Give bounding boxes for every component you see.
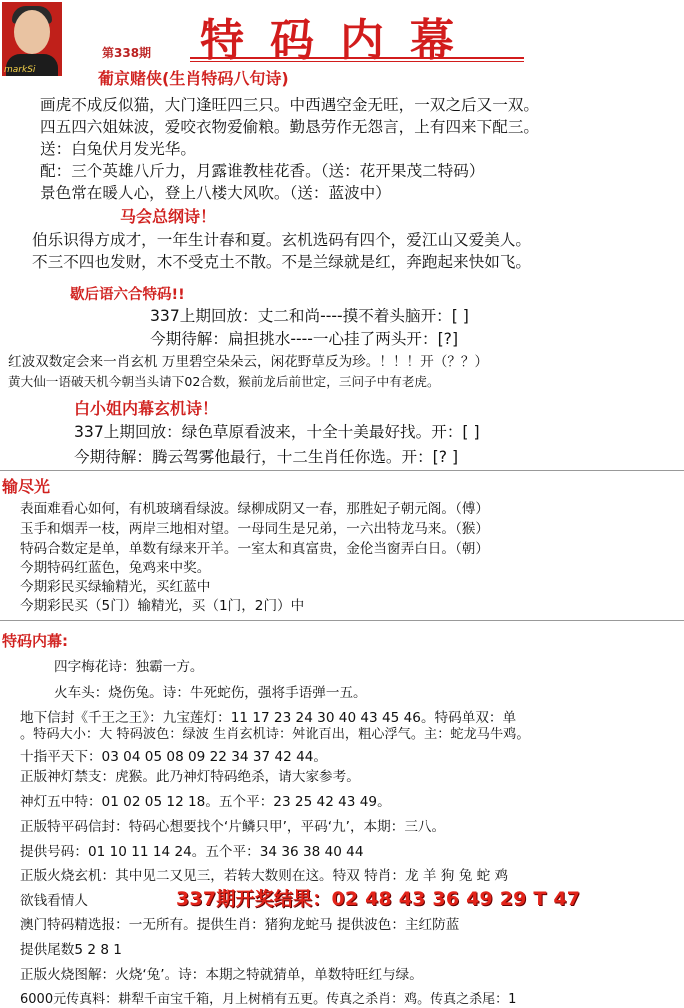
riddle-line: 今期待解：扁担挑水----一心挂了两头开：[?]	[150, 330, 459, 348]
page-title: 特码内幕	[200, 15, 480, 66]
section-heading-macau-gambler: 葡京赌侠(生肖特码八句诗)	[98, 69, 289, 88]
poem-line: 不三不四也发财，木不受克土不散。不是兰绿就是红，奔跑起来快如飞。	[32, 253, 532, 271]
tip-line: 表面难看心如何，有机玻璃看绿波。绿柳成阴又一春，那胜妃子朝元阁。（傅）	[20, 501, 489, 517]
section-heading-xiehouyu: 歇后语六合特码!!	[70, 287, 185, 303]
info-line: 神灯五中特：01 02 05 12 18。五个平：23 25 42 43 49。	[20, 794, 391, 810]
section-heading-lose-all: 输尽光	[2, 477, 51, 496]
info-line: 正版特平码信封：特码心想要找个‘片鳞只甲’，平码‘九’，本期：三八。	[20, 819, 446, 835]
title-underline	[190, 57, 524, 59]
avatar-face	[14, 10, 50, 54]
divider	[0, 620, 684, 621]
issue-number: 第338期	[102, 46, 152, 60]
divider	[0, 470, 684, 471]
section-heading-inside: 特码内幕:	[2, 632, 68, 650]
info-line: 十指平天下：03 04 05 08 09 22 34 37 42 44。	[20, 749, 328, 765]
info-line: 。特码大小：大 特码波色：绿波 生肖玄机诗：舛讹百出，粗心浮气。主：蛇龙马牛鸡。	[20, 727, 530, 742]
info-line: 提供号码：01 10 11 14 24。五个平：34 36 38 40 44	[20, 844, 364, 860]
info-line: 6000元传真料：耕犁千亩宝千箱，月上树梢有五更。传真之杀肖：鸡。传真之杀尾：1	[20, 992, 517, 1007]
tip-line: 今期特码红蓝色，兔鸡来中奖。	[20, 560, 211, 576]
info-line: 正版神灯禁支：虎猴。此乃神灯特码绝杀，请大家参考。	[20, 769, 360, 785]
poem-line: 配：三个英雄八斤力，月露谁教桂花香。（送：花开果茂二特码）	[40, 162, 485, 180]
tip-line: 今期彩民买绿输精光，买红蓝中	[20, 579, 211, 595]
info-line: 火车头：烧伤兔。诗：牛死蛇伤，强将手语弹一五。	[54, 685, 367, 701]
section-heading-horse-club: 马会总纲诗！	[120, 207, 217, 226]
poem-line: 伯乐识得方成才，一年生计春和夏。玄机选码有四个，爱江山又爱美人。	[32, 231, 532, 249]
info-line: 提供尾数5 2 8 1	[20, 942, 122, 958]
tip-line: 特码合数定是单，单数有绿来开羊。一室太和真富贵，金伦当窗弄白日。（朝）	[20, 541, 489, 557]
riddle-line: 今期待解：腾云驾雾他最行，十二生肖任你选。开：[? ]	[74, 448, 459, 466]
riddle-line: 红波双数定会来一肖玄机 万里碧空朵朵云，闲花野草反为珍。！！！开（？？）	[8, 354, 489, 370]
tip-line: 今期彩民买（5门）输精光，买（1门，2门）中	[20, 598, 305, 614]
riddle-line: 黄大仙一语破天机今朝当头请下02合数，猴前龙后前世定，三问子中有老虎。	[8, 374, 440, 389]
info-line: 正版火烧玄机：其中见二又见三，若转大数则在这。特双 特肖：龙 羊 狗 兔 蛇 鸡	[20, 868, 509, 884]
info-line: 澳门特码精选报：一无所有。提供生肖：猪狗龙蛇马 提供波色：主红防蓝	[20, 917, 460, 933]
poem-line: 送：白兔伏月发光华。	[40, 140, 196, 158]
riddle-line: 337上期回放：丈二和尚----摸不着头脑开：[ ]	[150, 307, 469, 325]
tip-line: 玉手和烟弄一枝，两岸三地相对望。一母同生是兄弟，一六出特龙马来。（猴）	[20, 521, 489, 537]
poem-line: 景色常在暖人心，登上八楼大风吹。（送：蓝波中）	[40, 184, 391, 202]
poem-line: 四五四六姐妹波，爱咬衣物爱偷粮。勤恳劳作无怨言，上有四来下配三。	[40, 118, 540, 136]
section-heading-miss-bai: 白小姐内幕玄机诗！	[74, 399, 219, 418]
avatar	[2, 2, 62, 76]
poem-line: 画虎不成反似猫，大门逢旺四三只。中西遇空金无旺，一双之后又一双。	[40, 96, 540, 114]
avatar-watermark: markSi	[4, 65, 36, 75]
info-line: 四字梅花诗：独霸一方。	[54, 659, 204, 675]
riddle-line: 337上期回放：绿色草原看波来，十全十美最好找。开：[ ]	[74, 423, 480, 441]
info-line: 欲钱看情人	[20, 893, 88, 909]
title-underline-thin	[190, 61, 524, 62]
result-banner: 337期开奖结果：02 48 43 36 49 29 T 47	[176, 888, 581, 910]
info-line: 地下信封《千王之王》：九宝莲灯：11 17 23 24 30 40 43 45 46。特码单双：单	[20, 710, 517, 726]
info-line: 正版火烧图解：火烧‘兔’。诗：本期之特就猜单，单数特旺红与绿。	[20, 967, 423, 983]
